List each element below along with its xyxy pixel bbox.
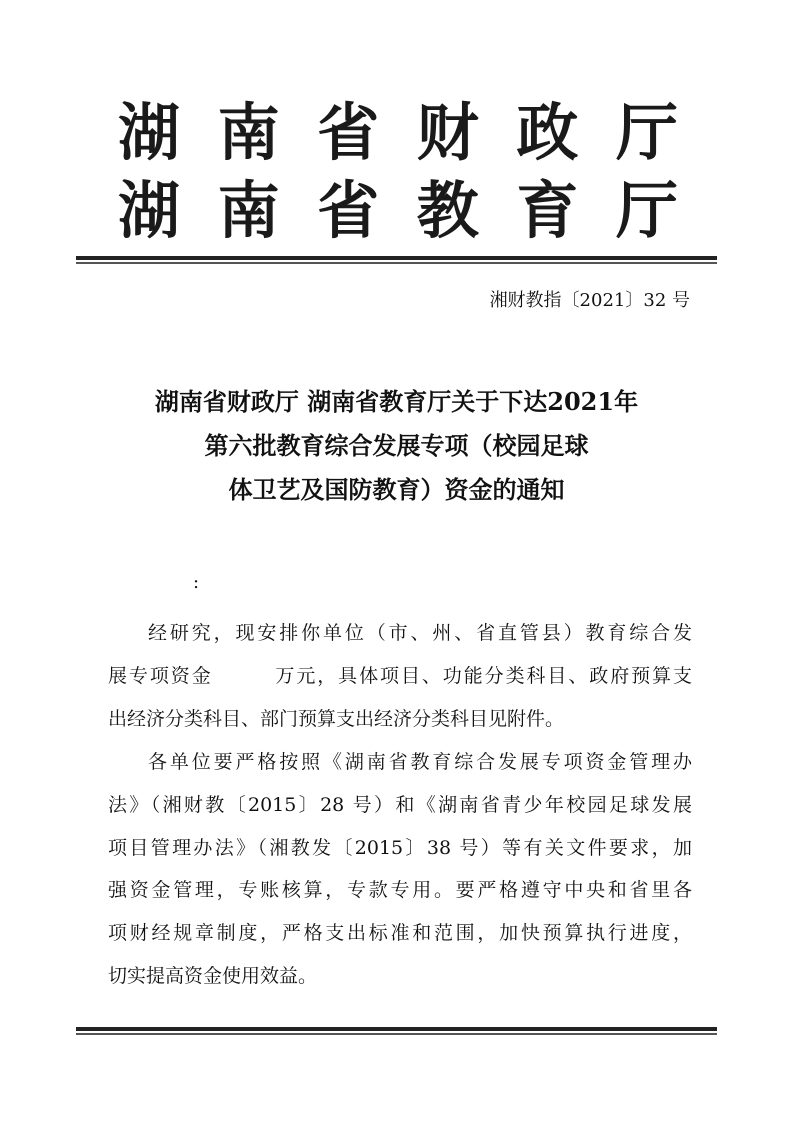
- header-char: 湖: [118, 174, 181, 247]
- header-rule-thin: [76, 262, 717, 264]
- header-char: 教: [416, 174, 479, 247]
- header-char: 厅: [615, 96, 678, 169]
- body-line: 项财经规章制度，严格支出标准和范围，加快预算执行进度，: [108, 922, 692, 945]
- header-char: 政: [516, 96, 579, 169]
- header-char: 育: [516, 174, 579, 247]
- body-line: 法》（湘财教〔2015〕28 号）和《湖南省青少年校园足球发展: [108, 793, 692, 816]
- body-line: 强资金管理，专账核算，专款专用。要严格遵守中央和省里各: [108, 879, 692, 902]
- body-line: 经研究，现安排你单位（市、州、省直管县）教育综合发: [148, 622, 692, 644]
- header-rule-thick: [76, 256, 717, 260]
- issuer-name-finance: [118, 98, 678, 168]
- document-number: 湘财教指〔2021〕32 号: [489, 290, 690, 311]
- document-title: [60, 380, 733, 512]
- header-char: 财: [416, 96, 479, 169]
- header-char: 南: [217, 174, 280, 247]
- footer-rule-thick: [76, 1027, 717, 1031]
- body-line: 切实提高资金使用效益。: [108, 965, 318, 988]
- header-char: 省: [317, 96, 380, 169]
- body-line: 展专项资金 万元，具体项目、功能分类科目、政府预算支: [108, 664, 692, 687]
- title-line: 第六批教育综合发展专项（校园足球: [204, 431, 589, 460]
- body-line: 项目管理办法》（湘教发〔2015〕38 号）等有关文件要求，加: [108, 836, 692, 859]
- header-char: 省: [317, 174, 380, 247]
- document-body: [108, 612, 692, 998]
- title-line: 湖南省财政厅 湖南省教育厅关于下达2021年: [154, 387, 639, 416]
- header-char: 厅: [615, 174, 678, 247]
- header-char: 南: [217, 96, 280, 169]
- body-line: 出经济分类科目、部门预算支出经济分类科目见附件。: [108, 707, 565, 730]
- header-char: 湖: [118, 96, 181, 169]
- salutation: :: [193, 572, 200, 593]
- issuer-name-education: [118, 176, 678, 246]
- footer-rule-thin: [76, 1033, 717, 1035]
- title-line: 体卫艺及国防教育）资金的通知: [228, 475, 565, 504]
- body-line: 各单位要严格按照《湖南省教育综合发展专项资金管理办: [148, 750, 692, 773]
